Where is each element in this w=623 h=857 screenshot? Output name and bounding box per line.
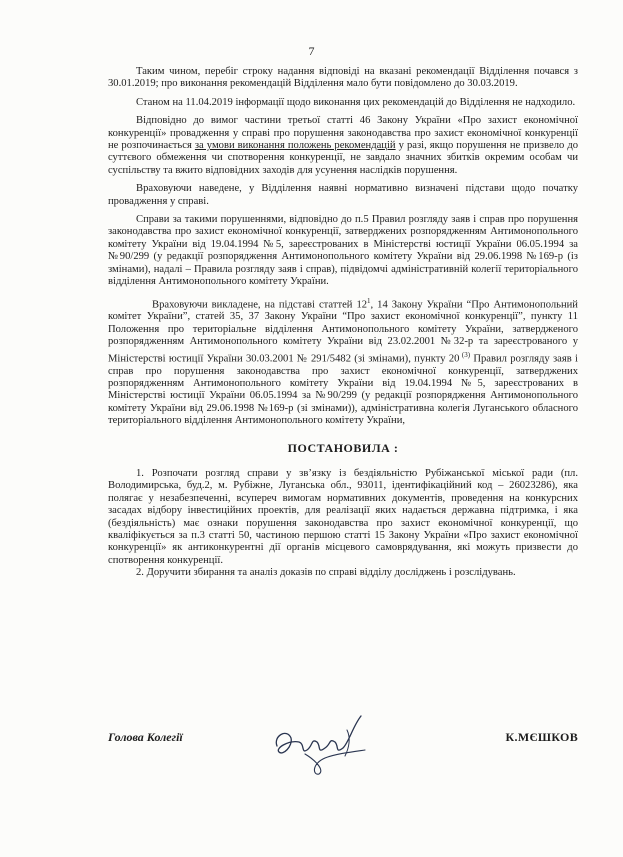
document-body (108, 66, 578, 580)
paragraph-4: Враховуючи наведене, у Відділення наявні нормативно визначені підстави щодо початку провадження у справі. (108, 183, 578, 207)
paragraph-3 (108, 115, 578, 177)
signatory-name: К.МЄШКОВ (505, 730, 578, 744)
paragraph-6-part2: , 14 Закону України “Про Антимонопольний комітет України”, статей 35, 37 Закону України “Про захист економічної конкуренції”, пункту 11 Положення про територіальне відділення Антимонопольного комітету України, затвердженого розпорядженням Антимонопольного комітету України від 23.02.2001 №32-р та зареєстрованого у Міністерстві юстиції України 30.03.2001 № 291/5482 (зі змінами), пункту 20 (108, 299, 578, 365)
paragraph-6-part3: Правил розгляду заяв і справ про порушення законодавства про захист економічної конкуренції, затверджених розпорядженням Антимонопольного комітету України від 19.04.1994 №5, зареєстрованих в Міністерстві юстиції України 06.05.1994 за №90/299 (у редакції розпорядження Антимонопольного комітету України від 29.06.1998 №169-р (зі змінами)), адміністративна колегія Луганського обласного територіального відділення Антимонопольного комітету України, (108, 353, 579, 427)
paragraph-3-end: у разі, якщо порушення не призвело до суттєвого обмеження чи спотворення конкуренції, не завдало значних збитків окремим особам чи суспільству та вжито відповідних заходів для усунення наслідків порушення. (108, 140, 578, 176)
underlined-phrase: за умови виконання положень рекомендацій (194, 140, 396, 152)
decision-2: 2. Доручити збирання та аналіз доказів по справі відділу досліджень і розслідувань. (136, 567, 516, 579)
page-number: 7 (308, 44, 315, 58)
handwritten-signature (265, 708, 375, 778)
superscript-3: (3) (459, 350, 471, 359)
paragraph-3-start: Відповідно до вимог частини третьої статті 46 Закону України «Про захист економічної конкуренції» провадження у справі про порушення законодавства про захист економічної конкуренції не розпочинається (108, 115, 578, 152)
resolution-heading: ПОСТАНОВИЛА : (287, 440, 399, 455)
paragraph-5: Справи за такими порушеннями, відповідно до п.5 Правил розгляду заяв і справ про порушення законодавства про захист економічної конкуренції, затверджених розпорядженням Антимонопольного комітету України від 19.04.1994 №5, зареєстрованих в Міністерстві юстиції України 06.05.1994 за №90/299 (у редакції розпорядження Антимонопольного комітету України від 29.06.1998 №169-р (із змінами), надалі – Правила розгляду заяв і справ), підвідомчі адміністративній колегії територіального відділення Антимонопольного комітету України. (108, 214, 578, 288)
signatory-position: Голова Колегії (108, 730, 183, 744)
decision-1: 1. Розпочати розгляд справи у зв’язку із бездіяльністю Рубіжанської міської ради (пл. Володимирська, буд.2, м. Рубіжне, Луганська обл., 93011, ідентифікаційний код – 26023286), яка полягає у незабезпеченні, всупереч вимогам нормативних документів, проведення на конкурсних засадах відбору інвестиційних проектів, для реалізації яких надається державна підтримка, і яка (бездіяльність) має ознаки порушення законодавства про захист економічної конкуренції, що кваліфікується за п.3 статті 50, частиною першою статті 15 Закону України «Про захист економічної конкуренції» як антиконкурентні дії органів місцевого самоврядування, які можуть призвести до спотворення конкуренції. (108, 468, 578, 566)
paragraph-6-part1: Враховуючи викладене, на підставі статтей 12 (152, 299, 368, 311)
superscript-1: 1 (367, 296, 371, 305)
paragraph-1: Таким чином, перебіг строку надання відповіді на вказані рекомендації Відділення почався з 30.01.2019; про виконання рекомендацій Відділення мало бути повідомлено до 30.03.2019. (108, 66, 578, 90)
paragraph-6 (108, 295, 578, 428)
paragraph-2: Станом на 11.04.2019 інформації щодо виконання цих рекомендацій до Відділення не надходило. (136, 96, 576, 108)
